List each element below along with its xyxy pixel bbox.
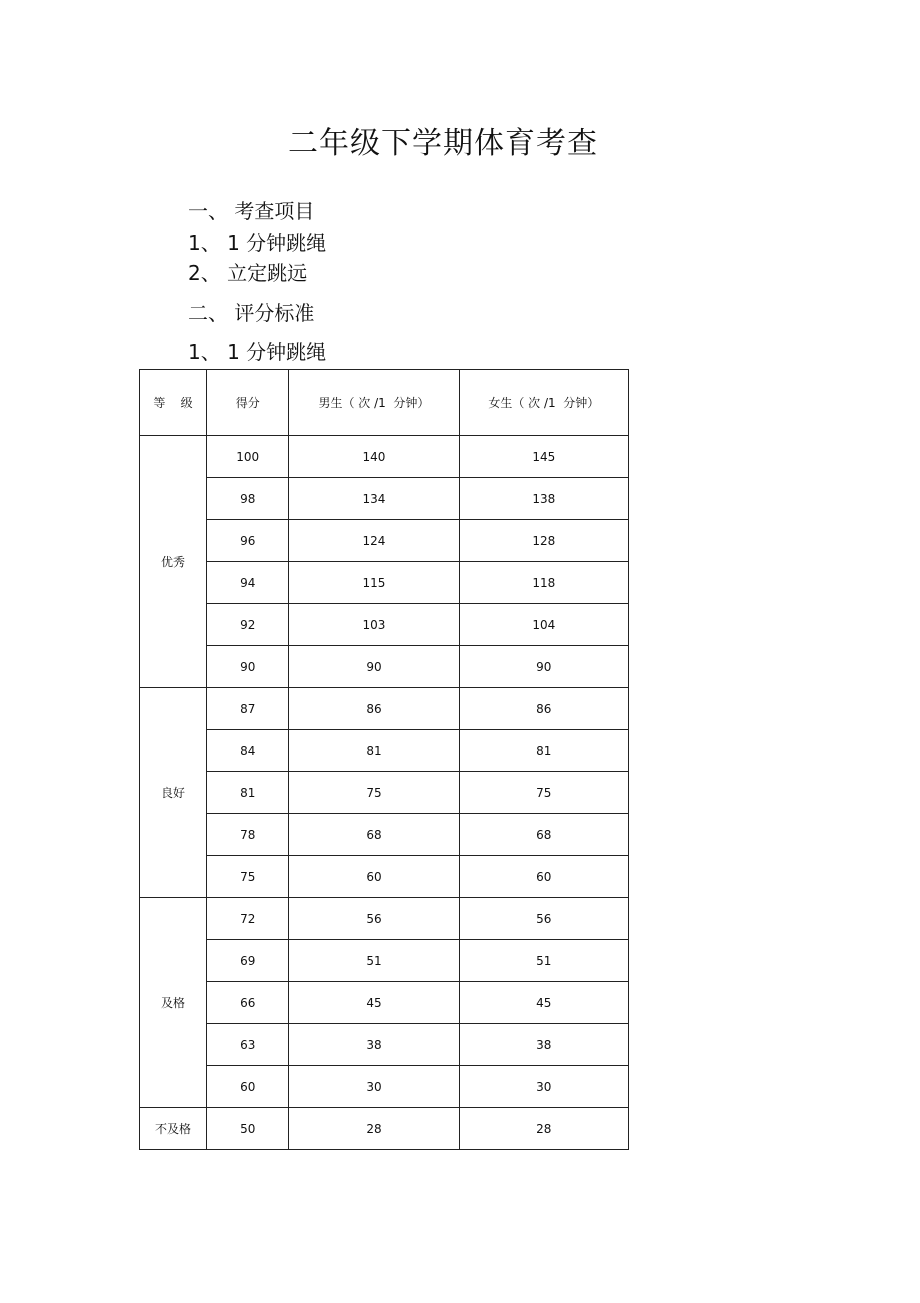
score-cell: 98 [207, 478, 289, 520]
girls-count-cell: 45 [459, 982, 628, 1024]
table-row [140, 730, 629, 772]
score-cell: 94 [207, 562, 289, 604]
score-cell: 81 [207, 772, 289, 814]
level-cell: 良好 [140, 688, 207, 898]
score-cell: 92 [207, 604, 289, 646]
boys-count-cell: 124 [289, 520, 459, 562]
girls-count-cell: 128 [459, 520, 628, 562]
score-cell: 66 [207, 982, 289, 1024]
table-row [140, 562, 629, 604]
boys-count-cell: 134 [289, 478, 459, 520]
table-row [140, 646, 629, 688]
girls-count-cell: 68 [459, 814, 628, 856]
boys-count-cell: 38 [289, 1024, 459, 1066]
boys-count-cell: 45 [289, 982, 459, 1024]
boys-count-cell: 56 [289, 898, 459, 940]
table-row [140, 856, 629, 898]
document-title: 二年级下学期体育考查 [288, 126, 598, 161]
level-cell: 优秀 [140, 436, 207, 688]
level-cell: 不及格 [140, 1108, 207, 1150]
table-row [140, 814, 629, 856]
score-cell: 100 [207, 436, 289, 478]
girls-count-cell: 138 [459, 478, 628, 520]
table-row [140, 772, 629, 814]
scoring-table [139, 369, 629, 1150]
score-cell: 72 [207, 898, 289, 940]
table-row [140, 604, 629, 646]
girls-count-cell: 86 [459, 688, 628, 730]
score-cell: 75 [207, 856, 289, 898]
girls-count-cell: 56 [459, 898, 628, 940]
girls-count-cell: 60 [459, 856, 628, 898]
girls-count-cell: 145 [459, 436, 628, 478]
boys-count-cell: 28 [289, 1108, 459, 1150]
boys-count-cell: 75 [289, 772, 459, 814]
header-girls: 女生（ 次 /1 分钟） [459, 370, 628, 436]
score-cell: 69 [207, 940, 289, 982]
girls-count-cell: 28 [459, 1108, 628, 1150]
girls-count-cell: 51 [459, 940, 628, 982]
table-header-row [140, 370, 629, 436]
girls-count-cell: 30 [459, 1066, 628, 1108]
score-cell: 84 [207, 730, 289, 772]
table-row [140, 1024, 629, 1066]
score-cell: 63 [207, 1024, 289, 1066]
girls-count-cell: 104 [459, 604, 628, 646]
table-row [140, 1066, 629, 1108]
header-boys: 男生（ 次 /1 分钟） [289, 370, 459, 436]
table-row [140, 520, 629, 562]
section-heading-criteria: 二、 评分标准 [188, 301, 315, 325]
header-score: 得分 [207, 370, 289, 436]
score-cell: 50 [207, 1108, 289, 1150]
table-row [140, 436, 629, 478]
boys-count-cell: 140 [289, 436, 459, 478]
girls-count-cell: 90 [459, 646, 628, 688]
girls-count-cell: 81 [459, 730, 628, 772]
boys-count-cell: 115 [289, 562, 459, 604]
table-row [140, 478, 629, 520]
score-cell: 96 [207, 520, 289, 562]
boys-count-cell: 68 [289, 814, 459, 856]
item-standing-long-jump: 2、 立定跳远 [188, 261, 308, 285]
scoring-table-body [140, 370, 629, 1150]
table-row [140, 688, 629, 730]
table-row [140, 1108, 629, 1150]
item-jump-rope: 1、 1 分钟跳绳 [188, 231, 327, 255]
score-cell: 78 [207, 814, 289, 856]
table-row [140, 898, 629, 940]
boys-count-cell: 90 [289, 646, 459, 688]
table-row [140, 982, 629, 1024]
header-level: 等 级 [140, 370, 207, 436]
girls-count-cell: 118 [459, 562, 628, 604]
girls-count-cell: 75 [459, 772, 628, 814]
criteria-jump-rope-heading: 1、 1 分钟跳绳 [188, 340, 327, 364]
boys-count-cell: 86 [289, 688, 459, 730]
girls-count-cell: 38 [459, 1024, 628, 1066]
boys-count-cell: 30 [289, 1066, 459, 1108]
section-heading-items: 一、 考查项目 [188, 199, 315, 223]
boys-count-cell: 81 [289, 730, 459, 772]
score-cell: 90 [207, 646, 289, 688]
boys-count-cell: 103 [289, 604, 459, 646]
table-row [140, 940, 629, 982]
boys-count-cell: 60 [289, 856, 459, 898]
score-cell: 87 [207, 688, 289, 730]
score-cell: 60 [207, 1066, 289, 1108]
level-cell: 及格 [140, 898, 207, 1108]
boys-count-cell: 51 [289, 940, 459, 982]
